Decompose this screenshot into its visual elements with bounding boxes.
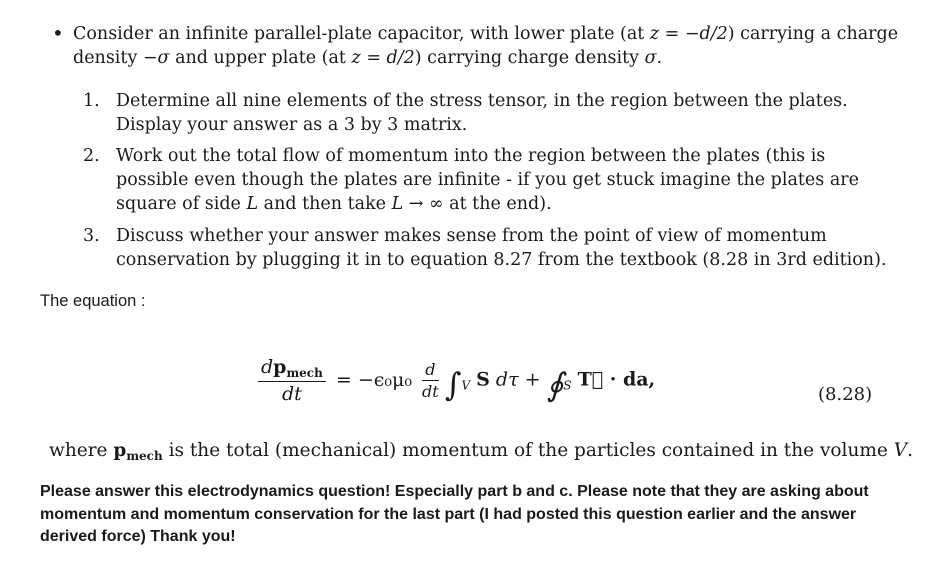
- mid-num: d: [422, 360, 439, 381]
- problem-intro: [73, 22, 903, 70]
- where-text: where: [49, 440, 114, 461]
- item-number: 3.: [83, 226, 100, 246]
- item-text-part: and then take: [258, 194, 392, 214]
- integral-symbol: ∫: [444, 365, 462, 404]
- da-term: · da,: [603, 368, 656, 391]
- mid-den: dt: [422, 382, 439, 401]
- intro-text-3: and upper plate (at: [169, 48, 352, 68]
- intro-text-4: ) carrying charge density: [414, 48, 645, 68]
- mid-fraction: [422, 360, 439, 401]
- where-p: p: [113, 440, 127, 461]
- where-sub: mech: [126, 449, 163, 463]
- where-text: .: [907, 440, 914, 461]
- item-text: Discuss whether your answer makes sense from the point of view of momentum conservation by plugging it in to equation 8.27 from the textbook (8.28 in 3rd edition).: [116, 226, 887, 270]
- lhs-sub: mech: [286, 366, 323, 380]
- contour-integral-sub: S: [563, 378, 572, 393]
- lhs-fraction: [258, 356, 326, 405]
- list-item: [83, 144, 891, 216]
- where-text: is the total (mechanical) momentum of the particles contained in the volume: [162, 440, 894, 461]
- equation-8-28: [258, 356, 655, 405]
- lhs-den: dt: [282, 383, 302, 405]
- intro-math-lower-plate: z = −d/2: [649, 24, 728, 44]
- request-note: Please answer this electrodynamics question! Especially part b and c. Please note that they are asking about momentum and momentum conservation for the last part (I had posted this question earlier and the answer derived force) Thank you!: [40, 483, 869, 545]
- equals-coefficient: = −ϵ₀μ₀: [335, 368, 412, 391]
- lhs-p: p: [273, 356, 287, 378]
- where-explanation: [49, 440, 913, 463]
- where-v: V: [893, 440, 908, 461]
- bullet-marker: •: [52, 21, 64, 45]
- math-limit: L → ∞: [391, 194, 444, 214]
- intro-text-1: Consider an infinite parallel-plate capacitor, with lower plate (at: [73, 24, 650, 44]
- item-text: Determine all nine elements of the stress tensor, in the region between the plates. Display your answer as a 3 by 3 matrix.: [116, 91, 848, 135]
- intro-math-sigma: σ: [644, 48, 657, 68]
- intro-text-5: .: [656, 48, 663, 68]
- list-item: [83, 89, 891, 137]
- list-item: [83, 224, 891, 272]
- intro-math-upper-plate: z = d/2: [351, 48, 415, 68]
- contour-integral-symbol: ∮: [546, 365, 564, 404]
- lhs-d: d: [261, 356, 274, 378]
- dtau-plus: dτ +: [489, 368, 547, 391]
- stress-tensor-T: T⃡: [577, 368, 604, 391]
- item-text-part: at the end).: [443, 194, 552, 214]
- equation-label: The equation :: [40, 292, 146, 310]
- item-number: 2.: [83, 146, 100, 166]
- item-text: [116, 144, 891, 216]
- item-number: 1.: [83, 91, 100, 111]
- poynting-S: S: [476, 368, 490, 391]
- math-L: L: [246, 194, 259, 214]
- intro-math-neg-sigma: −σ: [142, 48, 170, 68]
- equation-number: (8.28): [818, 384, 873, 405]
- intro-text-2: ) carrying a charge density: [73, 24, 899, 68]
- integral-sub: V: [461, 378, 471, 393]
- item-text-part: Work out the total flow of momentum into the region between the plates (this is possible even though the plates are infinite - if you get stuck imagine the plates are square of side: [116, 146, 859, 214]
